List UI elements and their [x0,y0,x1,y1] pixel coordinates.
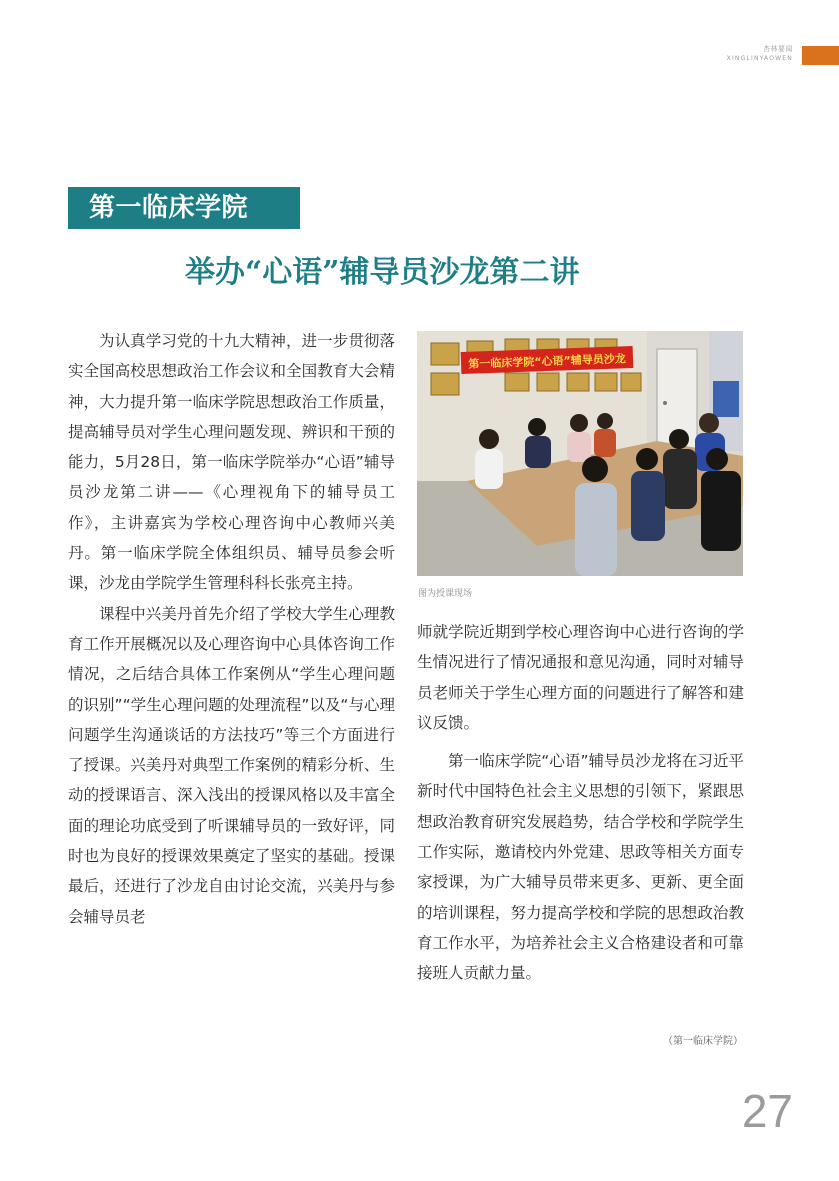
article-paragraph-3: 第一临床学院“心语”辅导员沙龙将在习近平新时代中国特色社会主义思想的引领下，紧跟思想政治教育研究发展趋势，结合学校和学院学生工作实际，邀请校内外党建、思政等相关方面专家授课，为广大辅导员带来更多、更新、更全面的培训课程，努力提高学校和学院的思想政治教育工作水平，为培养社会主义合格建设者和可靠接班人贡献力量。 [417,752,744,983]
section-pinyin: XINGLINYAOWEN [726,55,793,62]
classroom-photo-illustration [417,331,743,576]
section-header-label [727,45,793,63]
section-name: 杏林要闻 [763,45,793,53]
page-number: 27 [741,1085,793,1137]
article-title: 举办“心语”辅导员沙龙第二讲 [185,255,580,290]
section-tag: 第一临床学院 [68,187,300,229]
article-paragraph-2-continued: 师就学院近期到学校心理咨询中心进行咨询的学生情况进行了情况通报和意见沟通，同时对辅导员老师关于学生心理方面的问题进行了解答和建议反馈。 [417,623,744,732]
photo-caption: 图为授课现场 [418,589,473,599]
article-left-column [68,326,395,932]
article-paragraph-1: 为认真学习党的十九大精神，进一步贯彻落实全国高校思想政治工作会议和全国教育大会精神，大力提升第一临床学院思想政治工作质量，提高辅导员对学生心理问题发现、辨识和干预的能力，5月28日，第一临床学院举办“心语”辅导员沙龙第二讲——《心理视角下的辅导员工作》，主讲嘉宾为学校心理咨询中心教师兴美丹。第一临床学院全体组织员、辅导员参会听课，沙龙由学院学生管理科科长张亮主持。 [68,332,395,593]
article-source: （第一临床学院） [663,1036,743,1047]
article-right-column [417,617,744,989]
photo-banner-text: 第一临床学院“心语”辅导员沙龙 [468,352,626,371]
event-photo [417,331,743,576]
article-paragraph-2: 课程中兴美丹首先介绍了学校大学生心理教育工作开展概况以及心理咨询中心具体咨询工作情况，之后结合具体工作案例从“学生心理问题的识别”“学生心理问题的处理流程”以及“与心理问题学生沟通谈话的方法技巧”等三个方面进行了授课。兴美丹对典型工作案例的精彩分析、生动的授课语言、深入浅出的授课风格以及丰富全面的理论功底受到了听课辅导员的一致好评，同时也为良好的授课效果奠定了坚实的基础。授课最后，还进行了沙龙自由讨论交流，兴美丹与参会辅导员老 [68,604,395,926]
section-color-tab [802,46,839,65]
